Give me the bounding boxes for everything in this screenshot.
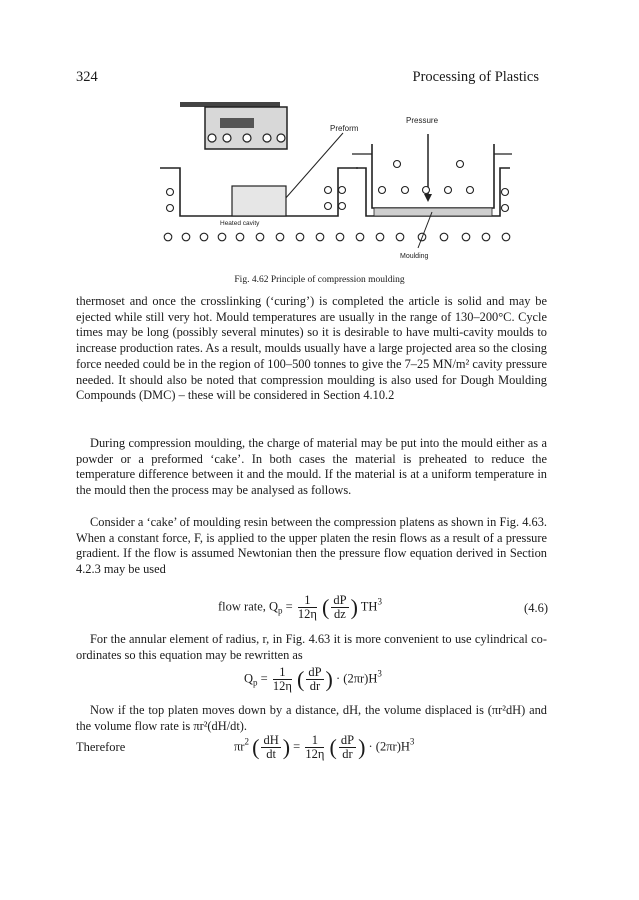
- superscript: 2: [244, 736, 249, 747]
- heater-hole: [167, 189, 174, 196]
- heater-hole: [402, 187, 409, 194]
- fraction: [305, 734, 324, 761]
- eq-equals: =: [257, 671, 271, 686]
- right-paren: ): [358, 734, 366, 760]
- paragraph-text: For the annular element of radius, r, in Fig. 4.63 it is more convenient to use cylindrical co-ordinates so this equation may be rewritten as: [76, 632, 547, 662]
- label-moulding: Moulding: [400, 253, 429, 260]
- denominator: 12η: [305, 747, 325, 761]
- heater-hole: [356, 233, 364, 241]
- eq-subscript: p: [253, 677, 258, 688]
- equation-therefore: [234, 734, 414, 761]
- label-preform: Preform: [330, 124, 359, 133]
- denominator: dr: [309, 679, 321, 693]
- figure-diagram: [160, 98, 530, 270]
- heater-hole: [263, 134, 271, 142]
- heater-hole: [336, 233, 344, 241]
- superscript: 3: [409, 736, 415, 747]
- paragraph-text: During compression moulding, the charge of material may be put into the mould either as a powder or a preformed ‘cake’. In both cases the material is preheated to reduce the temperature difference between it and the mould. If the material is at a uniform temperature in the mould then the process may be analysed as follows.: [76, 436, 547, 498]
- eq-lhs: πr: [234, 739, 245, 754]
- fraction: [261, 734, 280, 761]
- eq-tail: · (2πr)H: [336, 671, 378, 686]
- label-pressure: Pressure: [406, 116, 439, 125]
- fraction: [339, 734, 356, 761]
- heater-hole: [200, 233, 208, 241]
- compression-moulding-figure: [160, 98, 530, 270]
- fraction: [306, 666, 323, 693]
- equation-4-6: [218, 594, 382, 621]
- heater-hole: [396, 233, 404, 241]
- heater-hole: [394, 161, 401, 168]
- heater-hole: [316, 233, 324, 241]
- right-closed-mould: [352, 144, 512, 216]
- running-title: Processing of Plastics: [412, 69, 539, 85]
- paragraph-text: Consider a ‘cake’ of moulding resin between the compression platens as shown in Fig. 4.63. When a constant force, F, is applied to the upper platen the resin flows as a result of a pressure gradient. If the flow is assumed Newtonian then the pressure flow equation derived in Section 4.2.3 may be used: [76, 515, 547, 577]
- bottom-heater-row: [164, 233, 510, 241]
- heater-hole: [502, 189, 509, 196]
- moulding-leader: [418, 212, 432, 248]
- numerator: dP: [340, 733, 355, 747]
- right-paren: ): [325, 666, 333, 692]
- heater-hole: [440, 233, 448, 241]
- left-paren: (: [252, 734, 260, 760]
- heater-hole: [277, 134, 285, 142]
- denominator: dz: [334, 607, 346, 621]
- numerator: 1: [298, 594, 317, 608]
- numerator: dH: [263, 733, 279, 747]
- heater-hole: [208, 134, 216, 142]
- paragraph-5: [76, 703, 547, 734]
- fraction: [298, 594, 317, 621]
- eq-equals: =: [282, 599, 296, 614]
- page-number: 324: [76, 69, 98, 85]
- pressure-arrow-head: [424, 194, 432, 202]
- figure-caption: Fig. 4.62 Principle of compression moulding: [234, 275, 405, 285]
- heater-hole: [502, 205, 509, 212]
- heater-hole: [218, 233, 226, 241]
- moulding-part: [374, 208, 492, 216]
- denominator: 12η: [297, 607, 317, 621]
- equation-cylindrical: [244, 666, 382, 693]
- heater-hole: [339, 203, 346, 210]
- heater-hole: [376, 233, 384, 241]
- heater-hole: [423, 187, 430, 194]
- fraction: [273, 666, 292, 693]
- heater-hole: [223, 134, 231, 142]
- eq-prefix: flow rate, Q: [218, 599, 279, 614]
- left-paren: (: [322, 594, 330, 620]
- heater-hole: [243, 134, 251, 142]
- heater-hole: [256, 233, 264, 241]
- denominator: 12η: [272, 679, 292, 693]
- heater-hole: [445, 187, 452, 194]
- paragraph-text: thermoset and once the crosslinking (‘curing’) is completed the article is solid and may be ejected while still very hot. Mould temperatures are usually in the range of 130–200°C. Cycle times may be long (possibly several minutes) so it is desirable to have multi-cavity moulds to increase production rates. As a result, moulds usually have a large projected area so the closing force needed could be in the region of 100–500 tonnes to give the 7–25 MN/m² cavity pressure needed. It should also be noted that compression moulding is also used for Dough Moulding Compounds (DMC) – these will be considered in Section 4.10.2: [76, 294, 547, 403]
- denominator: dr: [342, 747, 353, 761]
- paragraph-3: [76, 515, 547, 578]
- numerator: dP: [308, 665, 322, 679]
- heater-hole: [339, 187, 346, 194]
- paragraph-2: [76, 436, 547, 499]
- eq-lhs: Q: [244, 671, 254, 686]
- heater-hole: [296, 233, 304, 241]
- left-paren: (: [297, 666, 305, 692]
- fraction: [331, 594, 348, 621]
- heater-hole: [502, 233, 510, 241]
- heater-hole: [457, 161, 464, 168]
- eq-tail: TH: [360, 599, 378, 614]
- heater-hole: [482, 233, 490, 241]
- heater-hole: [164, 233, 172, 241]
- eq-subscript: p: [278, 605, 283, 616]
- right-paren: ): [350, 594, 358, 620]
- numerator: 1: [305, 734, 324, 748]
- heater-hole: [182, 233, 190, 241]
- right-top-plunger: [372, 144, 494, 208]
- heater-band: [220, 118, 254, 128]
- heater-hole: [325, 203, 332, 210]
- numerator: dP: [333, 593, 347, 607]
- heater-hole: [167, 205, 174, 212]
- eq-tail: · (2πr)H: [368, 739, 410, 754]
- heater-hole: [379, 187, 386, 194]
- right-paren: ): [282, 734, 291, 760]
- paragraph-text: Now if the top platen moves down by a distance, dH, the volume displaced is (πr²dH) and the volume flow rate is πr²(dH/dt).: [76, 703, 547, 733]
- equation-number: (4.6): [524, 601, 548, 615]
- denominator: dt: [266, 747, 276, 761]
- heater-hole: [325, 187, 332, 194]
- heater-hole: [467, 187, 474, 194]
- superscript: 3: [377, 668, 382, 679]
- left-lower-mould: [160, 168, 358, 227]
- left-paren: (: [329, 734, 337, 760]
- therefore-label: Therefore: [76, 740, 126, 754]
- numerator: 1: [273, 666, 292, 680]
- superscript: 3: [377, 596, 382, 607]
- heater-hole: [236, 233, 244, 241]
- paragraph-4: [76, 632, 547, 663]
- heater-hole: [276, 233, 284, 241]
- eq-equals: =: [293, 739, 304, 754]
- paragraph-1: [76, 294, 547, 404]
- label-heated-cavity: Heated cavity: [220, 220, 260, 227]
- heater-hole: [462, 233, 470, 241]
- preform-charge: [232, 186, 286, 216]
- left-top-platen: [180, 102, 287, 149]
